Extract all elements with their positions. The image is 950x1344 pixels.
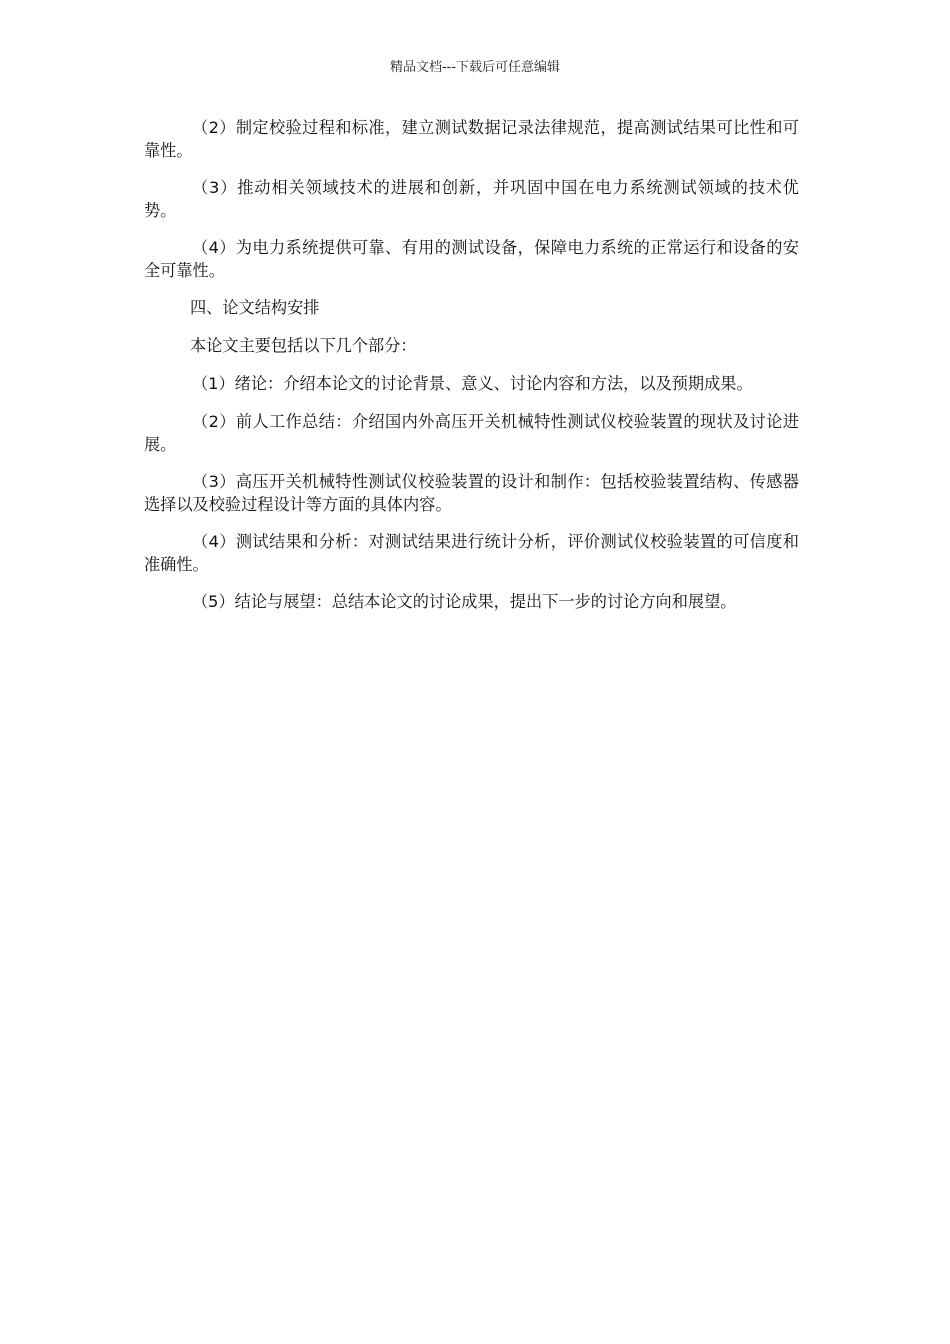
paragraph-part-5: （5）结论与展望：总结本论文的讨论成果，提出下一步的讨论方向和展望。 — [192, 592, 737, 611]
paragraph-goal-2: （2）制定校验过程和标准，建立测试数据记录法律规范，提高测试结果可比性和可靠性。 — [144, 118, 799, 160]
body-text — [144, 116, 799, 628]
header-note: 精品文档---下载后可任意编辑 — [389, 60, 561, 75]
paragraph-part-3: （3）高压开关机械特性测试仪校验装置的设计和制作：包括校验装置结构、传感器选择以及校验过程设计等方面的具体内容。 — [144, 472, 799, 514]
paragraph-part-1: （1）绪论：介绍本论文的讨论背景、意义、讨论内容和方法，以及预期成果。 — [192, 374, 753, 393]
paragraph-part-2: （2）前人工作总结：介绍国内外高压开关机械特性测试仪校验装置的现状及讨论进展。 — [144, 412, 799, 454]
paragraph-part-4: （4）测试结果和分析：对测试结果进行统计分析，评价测试仪校验装置的可信度和准确性。 — [144, 532, 799, 574]
section-heading: 四、论文结构安排 — [190, 298, 320, 317]
section-intro: 本论文主要包括以下几个部分： — [190, 336, 417, 355]
paragraph-goal-3: （3）推动相关领域技术的进展和创新，并巩固中国在电力系统测试领域的技术优势。 — [144, 178, 799, 220]
paragraph-goal-4: （4）为电力系统提供可靠、有用的测试设备，保障电力系统的正常运行和设备的安全可靠性。 — [144, 238, 799, 280]
